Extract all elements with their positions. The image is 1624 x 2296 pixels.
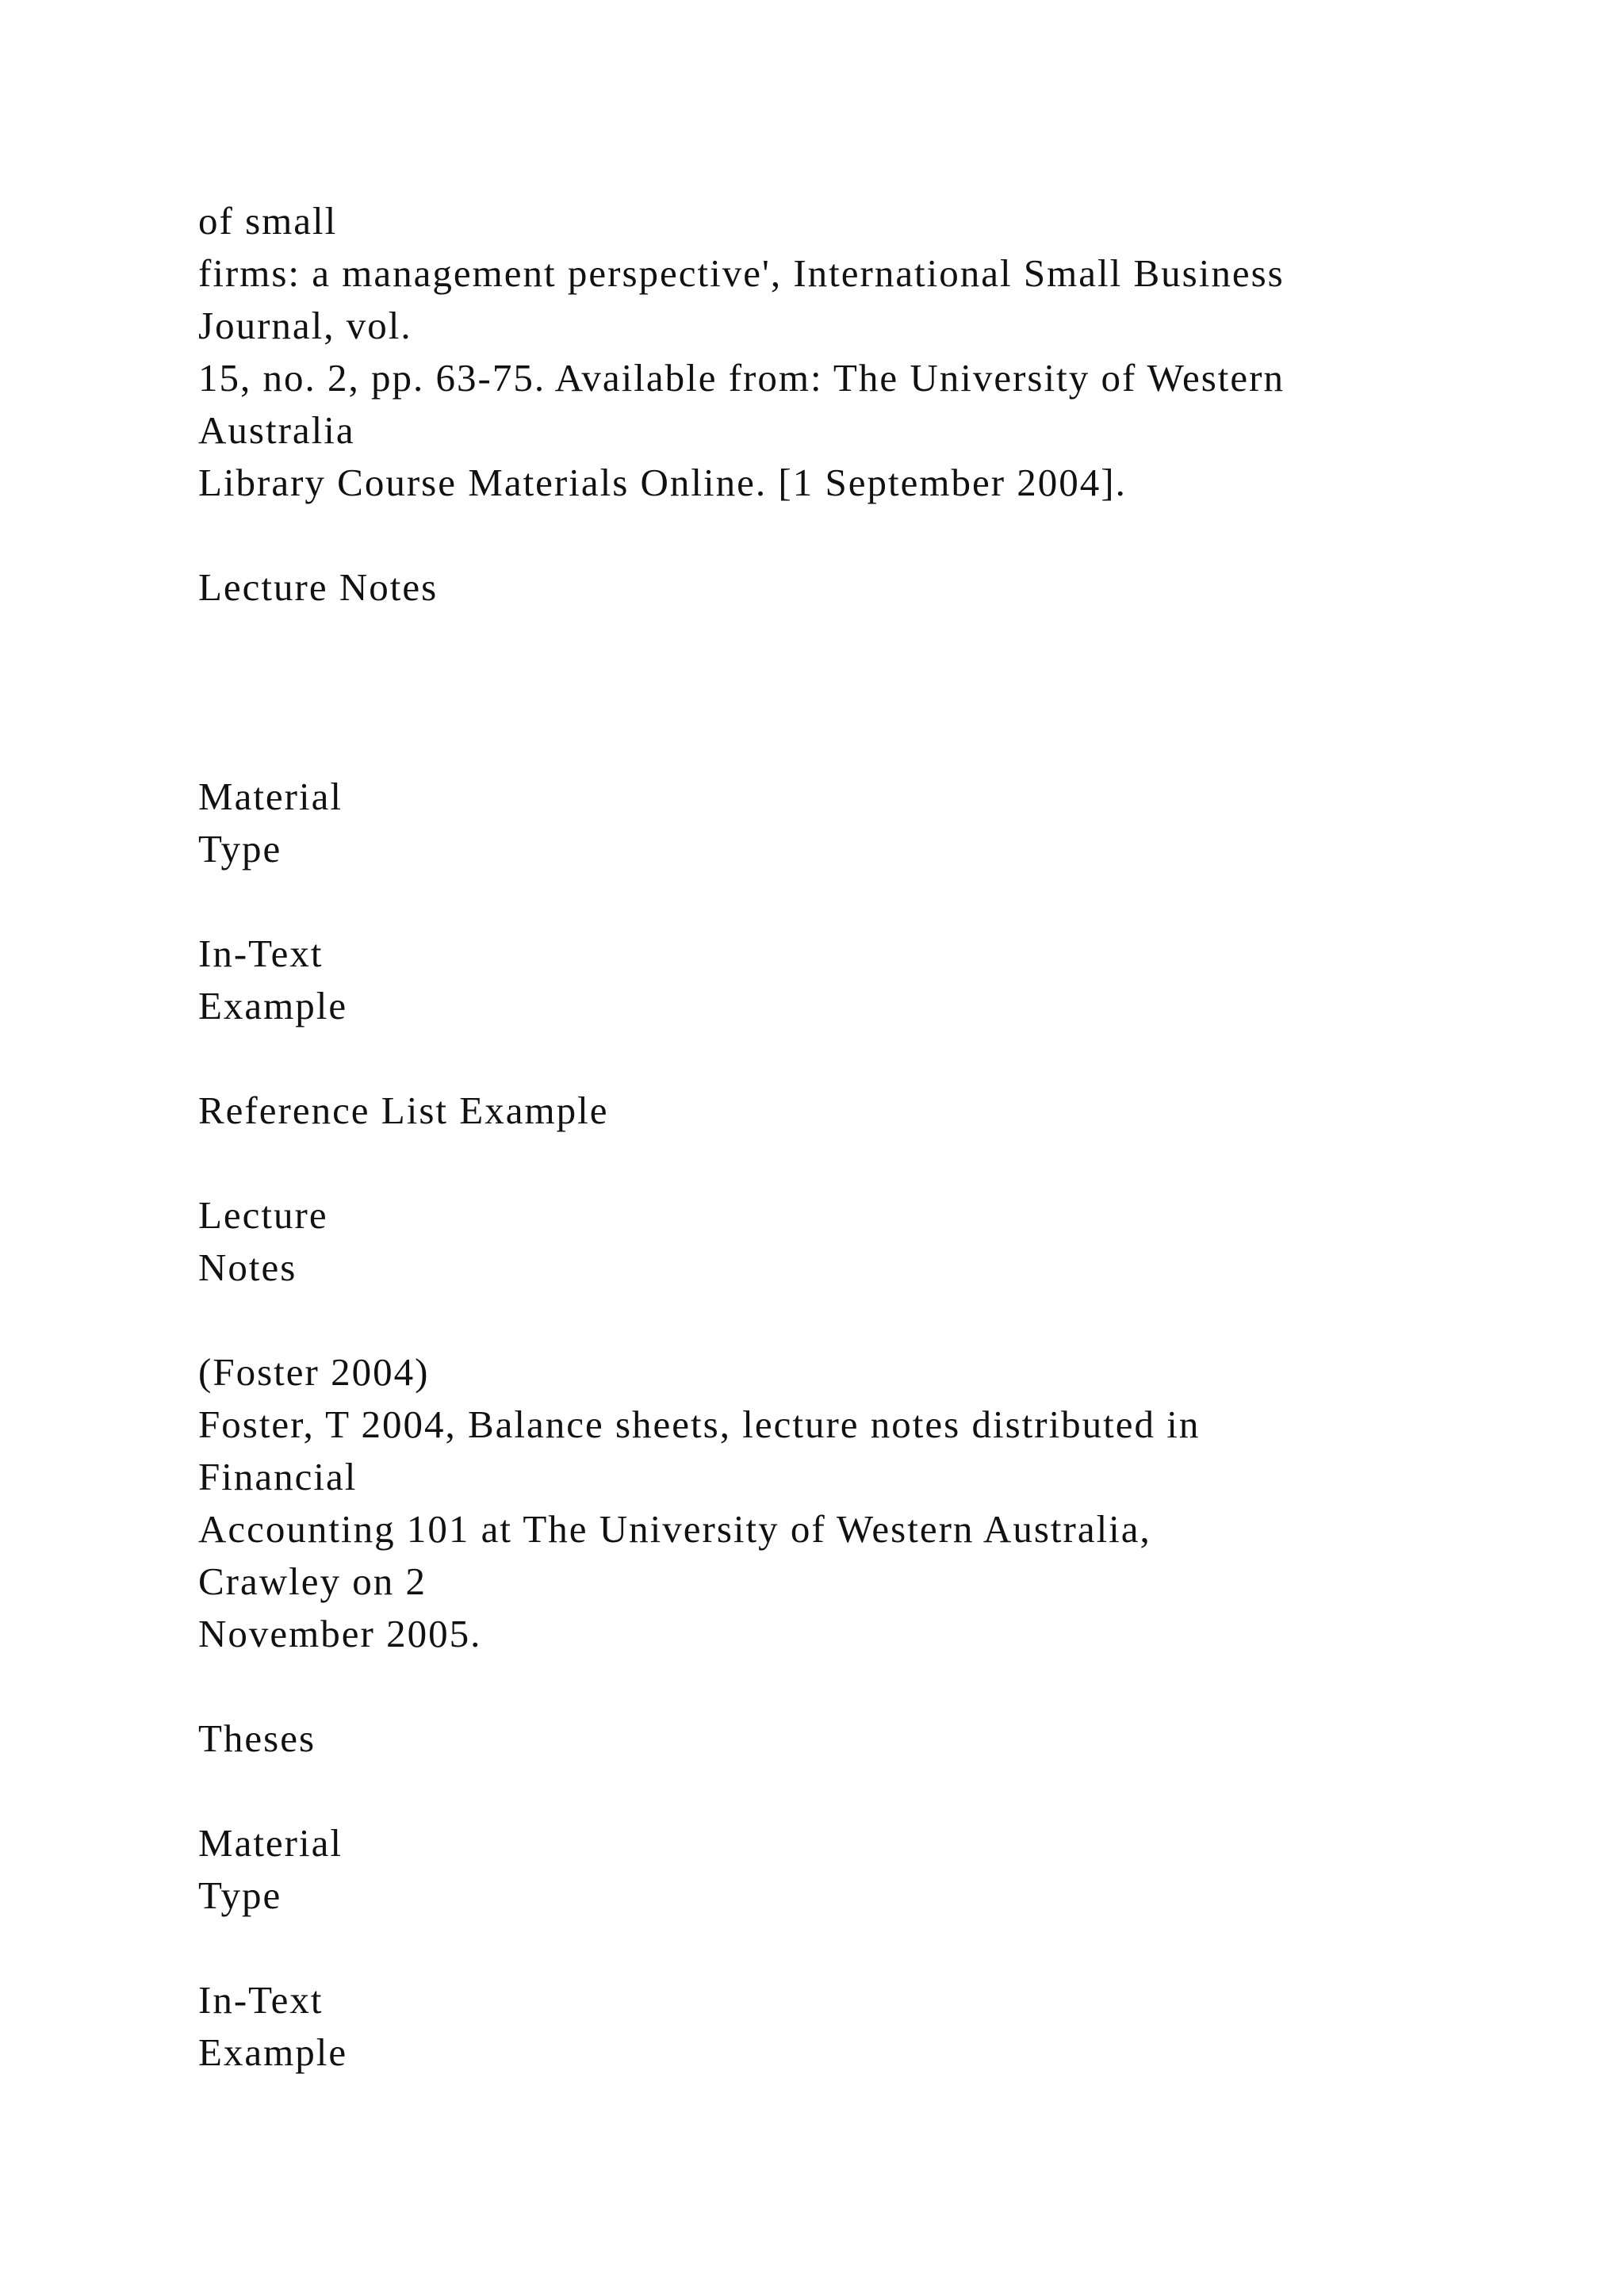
document-body [198,195,1507,2079]
text-line: Crawley on 2 [198,1559,427,1603]
lecture-reference-list-example-header: Reference List Example [198,1089,609,1132]
text-line: Financial [198,1455,358,1498]
text-line: Library Course Materials Online. [1 September 2004]. [198,461,1127,504]
text-line: Material [198,1821,343,1865]
text-line: of small [198,199,338,243]
section-heading-theses: Theses [198,1716,316,1760]
text-line: Example [198,984,348,1027]
text-line: Journal, vol. [198,304,412,347]
text-line: In-Text [198,932,324,975]
text-line: Example [198,2030,348,2074]
text-line: 15, no. 2, pp. 63-75. Available from: The University of Western [198,356,1285,400]
lecture-in-text-example-header [198,928,1507,1032]
text-line: Lecture [198,1193,328,1237]
section-heading-lecture-notes: Lecture Notes [198,565,439,609]
text-line: Australia [198,408,355,452]
text-line: Material [198,775,343,818]
text-line: Type [198,827,282,871]
theses-material-type-header [198,1817,1507,1922]
lecture-reference-entry [198,1399,1507,1660]
reference-continuation [198,195,1507,509]
theses-in-text-example-header [198,1974,1507,2079]
lecture-in-text-citation: (Foster 2004) [198,1350,430,1394]
text-line: November 2005. [198,1612,482,1655]
text-line: Notes [198,1246,297,1289]
text-line: Foster, T 2004, Balance sheets, lecture notes distributed in [198,1402,1201,1446]
lecture-type-name [198,1189,1507,1294]
text-line: Accounting 101 at The University of Western Australia, [198,1507,1151,1551]
text-line: In-Text [198,1978,324,2022]
lecture-material-type-header [198,771,1507,875]
text-line: Type [198,1873,282,1917]
text-line: firms: a management perspective', International Small Business [198,251,1285,295]
